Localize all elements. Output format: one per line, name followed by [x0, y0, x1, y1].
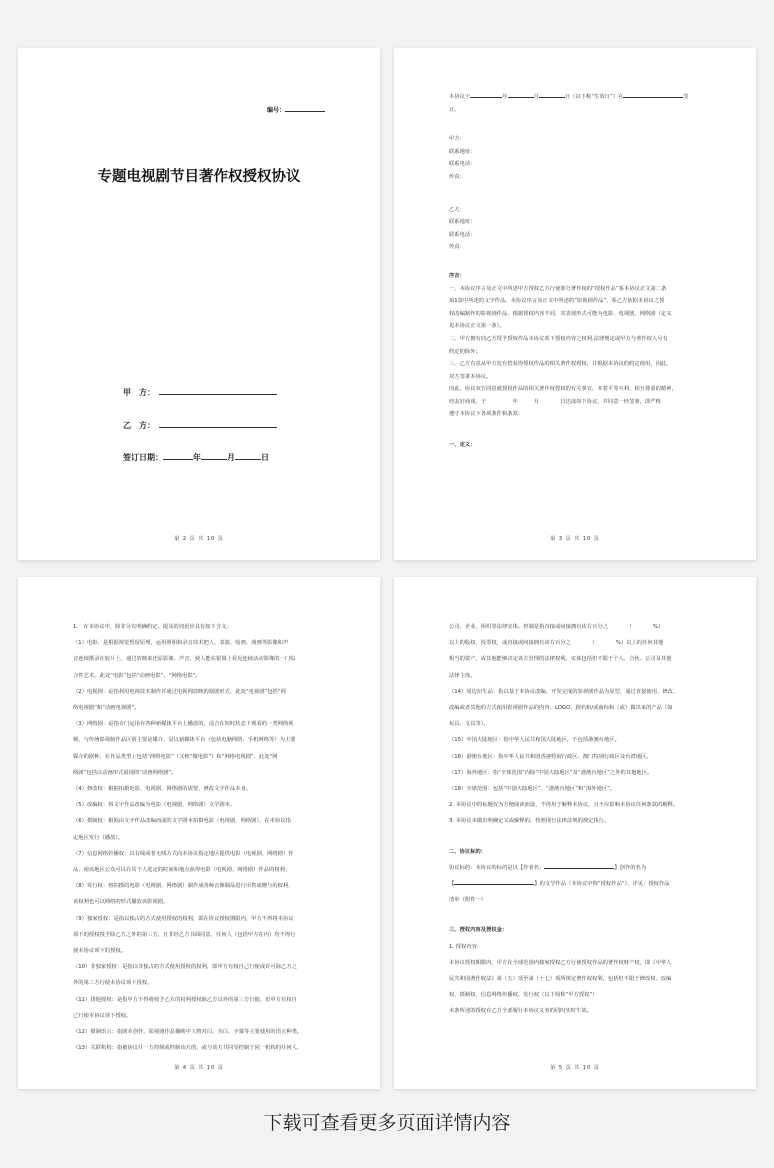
page-4 — [18, 577, 380, 1089]
definition-line: （12）摄制语言：指剧本创作、影视剧作品播映中人物对白、旁白、字幕等主要使用的语言种类。 — [73, 1029, 303, 1036]
definition-line: （4）修改权：根据拍摄电影、电视剧、网络剧的需要，修改文字作品本身。 — [73, 786, 252, 793]
page-5-body — [449, 619, 717, 1020]
intro-year: 年 — [502, 94, 508, 100]
party-b-fax: 传真： — [449, 244, 465, 251]
page-footer: 第 2 页 共 10 页 — [174, 536, 224, 542]
definition-line: 外的第三方行使本协议项下授权。 — [73, 980, 153, 987]
authorization-line: 民共和国著作权法》第（五）项至第（十七）项所规定著作权权利，包括但不限于修改权、改编 — [449, 976, 672, 983]
definition-line: 音连续摄录在胶片上，通过放映来还原影像、声音，使人能在银幕上看见连续活动影像的一门综 — [73, 656, 296, 663]
intro-day: 日（以下称“生效日”）在 — [564, 94, 624, 100]
party-a-address: 联系地址： — [449, 148, 476, 155]
subject-line-1 — [449, 860, 717, 876]
definition-line: （10）非独家授权：是指以非独占的方式使用授权的权利，即甲方有权自己行使或许可除乙方之 — [73, 964, 297, 971]
day-label: 日 — [261, 453, 269, 462]
page-footer: 第 4 页 共 10 页 — [174, 1065, 224, 1071]
definition-line: （2）电视剧：是指利用电视技术制作并通过电视网放映的演剧形式，此处“电视剧”包括“网 — [73, 688, 286, 695]
page-cover — [18, 48, 380, 560]
authorization-line: 权、摄制权、信息网络传播权、发行权（以下简称“甲方授权”） — [449, 992, 598, 999]
party-a-fax: 传真： — [449, 173, 465, 180]
month-label: 月 — [227, 453, 235, 462]
authorization-line: 本协议授权期限内，甲方在全球范围内独家授权乙方行使授权作品的著作权财产权，即《中华人 — [449, 959, 672, 966]
definition-line: （6）摄制权：根据由文字作品改编而成的文学剧本拍摄电影（电视剧、网络剧），在本协议指 — [73, 818, 291, 825]
party-a-label: 甲方： — [449, 136, 465, 143]
definition-title: 一、定义： — [449, 442, 476, 449]
definition-line: 品，使该地区公众可以在其个人选定的时间和地点获得电影（电视剧、网络剧）作品的权利； — [73, 867, 291, 874]
definition-line: （13）关联机构：指被协议任一方控制或控制该方的，或与该方共同受控制于同一机构的任何人、 — [73, 1045, 303, 1052]
preface-line: 因此，协议双方同意就授权作品的相关著作权授权的有关事宜，本着平等互利、相互尊重的精神， — [449, 386, 677, 393]
definition-line: 以上的股权、投票权，或直接或间接拥有该方百分之 （ %）以上的任何其他 — [449, 640, 664, 647]
preface-line: 双方签署本协议。 — [449, 373, 492, 380]
preface-line: 一、本协议序言及正文中所述甲方授权乙方行使部分著作权的“授权作品”系本协议正文第二条 — [449, 285, 667, 292]
preface-line: 第1款中所述的文学作品。本协议序言及正文中所述的“影视剧作品”，系乙方依据本协议之授 — [449, 298, 665, 305]
authorization-line: 本条所述的授权在乙方全部履行本协议义务的同时实时生效。 — [449, 1008, 593, 1015]
definition-line: 玩具、文具等）。 — [449, 721, 489, 728]
definition-line: 相当的资产，或其他能够决定该方管理的法律权利。实体包括但不限于个人、合伙、公司及其他 — [449, 656, 672, 663]
definition-line: （14）周边衍生品：指以基于本协议改编、开发完成的影视剧作品为原型，通过直接使用、修改、 — [449, 688, 679, 695]
preface-line: 三、乙方有意从甲方处有偿获得授权作品的相关著作权授权，并根据本协议的约定使用，因此， — [449, 361, 672, 368]
definition-line: （16）港澳台地区：指中华人民共和国香港特别行政区、澳门特别行政区及台湾地区。 — [449, 753, 652, 760]
preface-line: 遵守本协议下各项条件和条款： — [449, 411, 524, 418]
definition-line: （5）改编权：将文字作品改编为电影（电视剧、网络剧）文学剧本。 — [73, 802, 236, 809]
intro-line-2: 订。 — [449, 106, 460, 113]
definition-line: （1）电影：是根据视觉暂留原理，运用照相和录音技术把人、表演、绘画、漫画等影像和声 — [73, 640, 289, 647]
party-b-phone: 联系电话： — [449, 231, 476, 238]
subject-text: 协议标的：本协议的标的是以【作者名： — [449, 864, 545, 871]
intro-text: 本协议于 — [449, 94, 471, 100]
preface-line: 权改编制作的影视剧作品，根据授权内容不同，其表现形式可能为电影、电视剧、网络剧（定义 — [449, 310, 672, 317]
definition-line: 项下的授权授予除乙方之外的第三方，且非经乙方书面同意，任何人（包括甲方在内）均不得行 — [73, 931, 296, 938]
party-b-label: 乙方： — [449, 206, 465, 213]
contract-number — [267, 104, 325, 114]
definition-line: （3）网络剧：是指专门运用在各种新媒体平台上播放的，适合在短时状态下观看的一类网络视 — [73, 721, 294, 728]
definition-line: 己行使本协议项下授权。 — [73, 1012, 132, 1019]
party-a-phone: 联系电话： — [449, 161, 476, 168]
preface-line: 约定的除外; — [449, 348, 478, 355]
preface-line: 二、甲方拥有向乙方授予授权作品本协议项下授权内容之权利,法律规定或甲方与著作权人另有 — [449, 335, 668, 342]
download-more-banner: 下载可查看更多页面详情内容 — [263, 1112, 511, 1134]
preface-line: 见本协议正文第一条）。 — [449, 323, 505, 330]
intro-line — [449, 90, 714, 104]
definition-line: （7）信息网络传播权：以有线或者无线方式向本协议指定地区提供电影（电视剧、网络剧）作 — [73, 850, 294, 857]
definition-line: 频，与传统影视制作品区别主要是媒介，是以新媒体平台（包括电脑网络、手机网络等）为主要 — [73, 737, 296, 744]
page-5 — [394, 577, 756, 1089]
definition-line: 定地区发行（播放）。 — [73, 834, 124, 841]
definition-line: 1. 在本协议中，除非另有明确约定，提及的词语应具有如下含义： — [73, 624, 232, 630]
definition-line: （9）独家授权：是指以独占的方式使用授权的权利，即在协议授权期限内，甲方不得将本协议 — [73, 915, 294, 922]
definition-line: （8）发行权：将拍摄的电影（电视剧、网络剧）制作成各种音像制品进行出售或赠与的权利， — [73, 883, 294, 890]
document-title: 专题电视剧节目著作权授权协议 — [97, 169, 301, 185]
party-a-line — [123, 387, 277, 398]
definition-line: 2. 本协议中的标题仅为方便阅读而设，不得用于解释本协议，且不应影响本协议任何条款的解释。 — [449, 802, 679, 809]
subject-text: 【 — [449, 881, 455, 888]
authorization-line: 1. 授权内容： — [449, 943, 483, 950]
subject-line-2 — [449, 876, 717, 892]
subject-line-3: 清单（附件一） — [449, 897, 487, 904]
definition-line: 3. 本协议未做出明确定义或解释的，按照现行法律法规的规定执行。 — [449, 818, 610, 825]
section-2-title: 二、协议标的： — [449, 848, 487, 855]
page-footer: 第 5 页 共 10 页 — [550, 1065, 600, 1071]
preface-title: 序言： — [449, 272, 465, 279]
definition-line: 法律主体。 — [449, 672, 476, 679]
sign-date-line — [123, 452, 269, 463]
number-label: 编号： — [266, 107, 285, 114]
definition-line: （11）排他授权：是指甲方不得将授予乙方的权利授权除乙方以外的第三方行使，但甲方有权自 — [73, 996, 297, 1003]
subject-text: 】创作的名为 — [614, 864, 647, 871]
intro-sign: 签 — [683, 94, 689, 100]
party-b-line — [123, 420, 277, 431]
definition-line: 公司、企业、组织等法律实体。控制是指直接或间接拥有该方百分之 （ %） — [449, 624, 664, 630]
section-3-title: 三、授权内容及授权金： — [449, 927, 508, 934]
party-a-label: 甲 方： — [123, 388, 155, 397]
watermark — [122, 488, 141, 513]
definition-line: 络电视剧”和“动画电视剧”。 — [73, 705, 140, 712]
page-3 — [394, 48, 756, 560]
definition-line: （18）全球范围：包括“中国大陆地区”、“港澳台地区”和“海外地区”。 — [449, 786, 616, 793]
page-3-body — [449, 90, 714, 452]
definition-line: （17）海外地区：指“全球范围”内除“中国大陆地区”及“港澳台地区”之外的其他地区。 — [449, 769, 653, 776]
party-b-label: 乙 方： — [123, 421, 155, 430]
party-b-address: 联系地址： — [449, 219, 476, 226]
subject-text: 】的文学作品（本协议中称“授权作品”）、详见：授权作品 — [534, 881, 670, 888]
sign-date-label: 签订日期： — [123, 453, 163, 462]
year-label: 年 — [193, 453, 201, 462]
definition-line: 改编或者其他的方式使用影视剧作品的内容、LOGO、剧名和/或商标和（或）做出来的产品（如 — [449, 705, 673, 712]
preface-line: 经友好商谈，于 年 月 日达成如下协议，并同意一经签署，即严格 — [449, 398, 661, 405]
page-footer: 第 3 页 共 10 页 — [550, 536, 600, 542]
definition-line: 合性艺术，此处“电影”包括“动画电影”、“网络电影”。 — [73, 672, 201, 679]
definition-line: （15）中国大陆地区：指中华人民共和国大陆地区，不包括港澳台地区。 — [449, 737, 620, 744]
page-4-body — [73, 619, 341, 1056]
definition-line: 该权利也可以网络的形式播放该影视剧。 — [73, 899, 169, 906]
intro-month: 月 — [533, 94, 539, 100]
definition-line: 络剧”包括以动画形式展现的“动画网络剧”。 — [73, 769, 177, 776]
definition-line: 使本协议项下的授权。 — [73, 948, 126, 955]
definition-line: 媒介的剧种，在作品类型上包括“网络电影”（又称“微电影”）和“网络电视剧”，此处“网 — [73, 753, 278, 760]
